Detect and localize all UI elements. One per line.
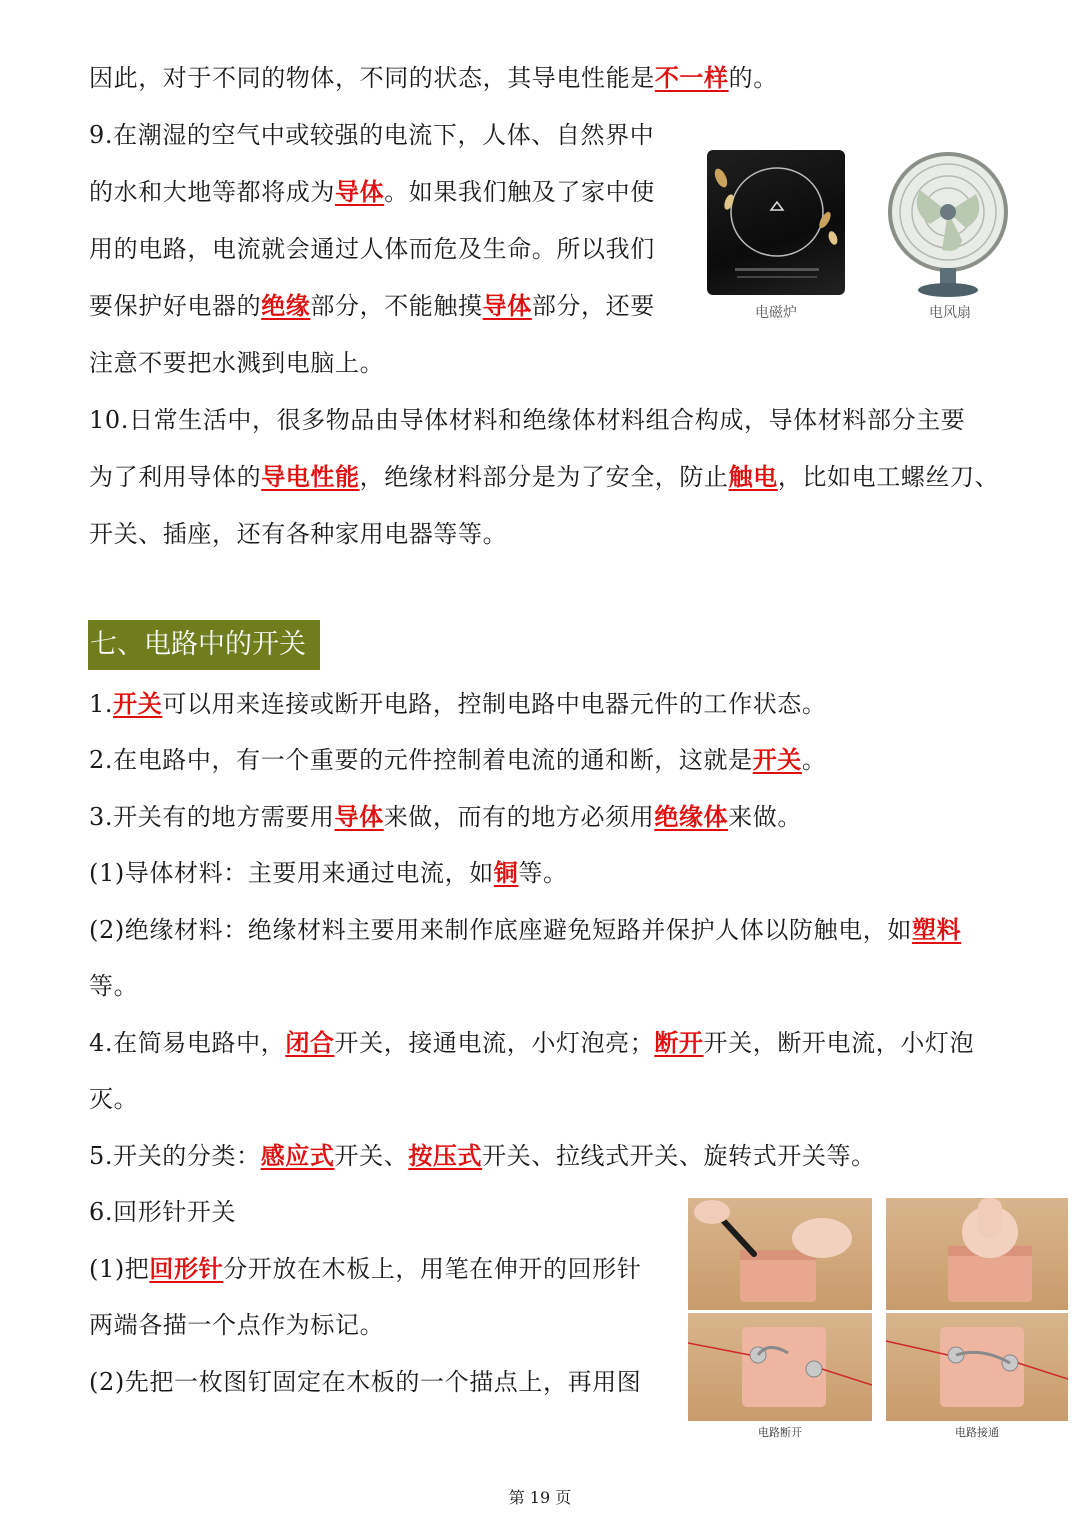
text-line (89, 1364, 641, 1400)
text-run: ，比如电工螺丝刀、 (777, 463, 1000, 491)
circuit-open-photo (688, 1313, 872, 1421)
text-line (89, 345, 384, 381)
electric-fan-image (880, 150, 1020, 300)
text-run: (1)把 (89, 1255, 150, 1283)
text-run: 来做。 (728, 803, 802, 831)
keyword-highlight: 开关 (113, 689, 163, 718)
keyword-highlight: 回形针 (149, 1254, 224, 1283)
text-run: 3.开关有的地方需要用 (89, 803, 335, 831)
text-run: 部分，还要 (531, 292, 655, 320)
page-number: 第 19 页 (508, 1488, 572, 1507)
text-run: 来做，而有的地方必须用 (383, 803, 655, 831)
text-line (89, 968, 138, 1004)
circuit-closed-caption: 电路接通 (955, 1426, 999, 1439)
section-heading: 七、电路中的开关 (88, 620, 320, 670)
text-run: 用的电路，电流就会通过人体而危及生命。所以我们 (89, 235, 655, 263)
keyword-highlight: 导体 (482, 291, 532, 320)
text-line (89, 231, 655, 267)
text-run: 的。 (728, 64, 778, 92)
text-line (89, 912, 961, 948)
text-line (89, 686, 827, 722)
text-line (89, 855, 568, 891)
text-line (89, 402, 965, 438)
text-run: 分开放在木板上，用笔在伸开的回形针 (223, 1255, 642, 1283)
induction-cooker-image (707, 150, 845, 295)
text-run: 的水和大地等都将成为 (89, 178, 335, 206)
text-line (89, 1138, 876, 1174)
text-run: 开关、拉线式开关、旋转式开关等。 (482, 1142, 876, 1170)
keyword-highlight: 导体 (334, 802, 384, 831)
text-run: 开关、插座，还有各种家用电器等等。 (89, 520, 508, 548)
keyword-highlight: 触电 (728, 462, 778, 491)
text-run: 灭。 (89, 1085, 139, 1113)
text-line (89, 1081, 138, 1117)
text-run: 。 (801, 746, 827, 774)
keyword-highlight: 闭合 (285, 1028, 335, 1057)
text-run: 6.回形针开关 (89, 1198, 237, 1226)
text-run: 两端各描一个点作为标记。 (89, 1311, 385, 1339)
text-run: 为了利用导体的 (89, 463, 262, 491)
text-line (89, 799, 802, 835)
text-run: 4.在简易电路中， (89, 1029, 286, 1057)
text-run: 9.在潮湿的空气中或较强的电流下，人体、自然界中 (89, 121, 655, 149)
keyword-highlight: 导体 (335, 177, 385, 206)
text-line (89, 516, 507, 552)
text-run: 等。 (518, 859, 568, 887)
keyword-highlight: 绝缘 (261, 291, 311, 320)
text-run: 。如果我们触及了家中使 (384, 178, 655, 206)
keyword-highlight: 绝缘体 (654, 802, 729, 831)
keyword-highlight: 导电性能 (261, 462, 360, 491)
text-run: 开关，接通电流，小灯泡亮； (334, 1029, 655, 1057)
text-run: 10.日常生活中，很多物品由导体材料和绝缘体材料组合构成，导体材料部分主要 (89, 406, 966, 434)
text-run: 因此，对于不同的物体，不同的状态，其导电性能是 (89, 64, 655, 92)
keyword-highlight: 断开 (654, 1028, 704, 1057)
keyword-highlight: 开关 (752, 745, 802, 774)
circuit-open-caption: 电路断开 (758, 1426, 802, 1439)
paperclip-marking-photo (688, 1198, 872, 1310)
text-run: ，绝缘材料部分是为了安全，防止 (359, 463, 729, 491)
text-run: (2)绝缘材料：绝缘材料主要用来制作底座避免短路并保护人体以防触电，如 (89, 916, 912, 944)
paperclip-pressing-photo (886, 1198, 1068, 1310)
keyword-highlight: 塑料 (912, 915, 962, 944)
text-line (89, 117, 654, 153)
text-line (89, 1194, 236, 1230)
text-run: (2)先把一枚图钉固定在木板的一个描点上，再用图 (89, 1368, 642, 1396)
text-run: 部分，不能触摸 (310, 292, 483, 320)
text-line (89, 1251, 641, 1287)
keyword-highlight: 铜 (493, 858, 519, 887)
text-line (89, 1307, 384, 1343)
text-run: 可以用来连接或断开电路，控制电路中电器元件的工作状态。 (162, 690, 827, 718)
electric-fan-caption: 电风扇 (929, 305, 971, 321)
text-run: 5.开关的分类： (89, 1142, 261, 1170)
text-run: 开关、 (334, 1142, 409, 1170)
keyword-highlight: 按压式 (408, 1141, 483, 1170)
text-run: 2.在电路中，有一个重要的元件控制着电流的通和断，这就是 (89, 746, 753, 774)
text-line (89, 174, 655, 210)
text-run: 开关，断开电流，小灯泡 (703, 1029, 975, 1057)
keyword-highlight: 不一样 (654, 63, 729, 92)
text-line (89, 459, 999, 495)
text-line (89, 1025, 974, 1061)
text-line (89, 742, 827, 778)
text-run: 注意不要把水溅到电脑上。 (89, 349, 385, 377)
text-line (89, 288, 655, 324)
text-run: (1)导体材料：主要用来通过电流，如 (89, 859, 494, 887)
keyword-highlight: 感应式 (260, 1141, 335, 1170)
text-run: 1. (89, 690, 114, 718)
text-run: 等。 (89, 972, 139, 1000)
circuit-closed-photo (886, 1313, 1068, 1421)
text-line (89, 60, 778, 96)
induction-cooker-caption: 电磁炉 (755, 305, 797, 321)
text-run: 要保护好电器的 (89, 292, 262, 320)
